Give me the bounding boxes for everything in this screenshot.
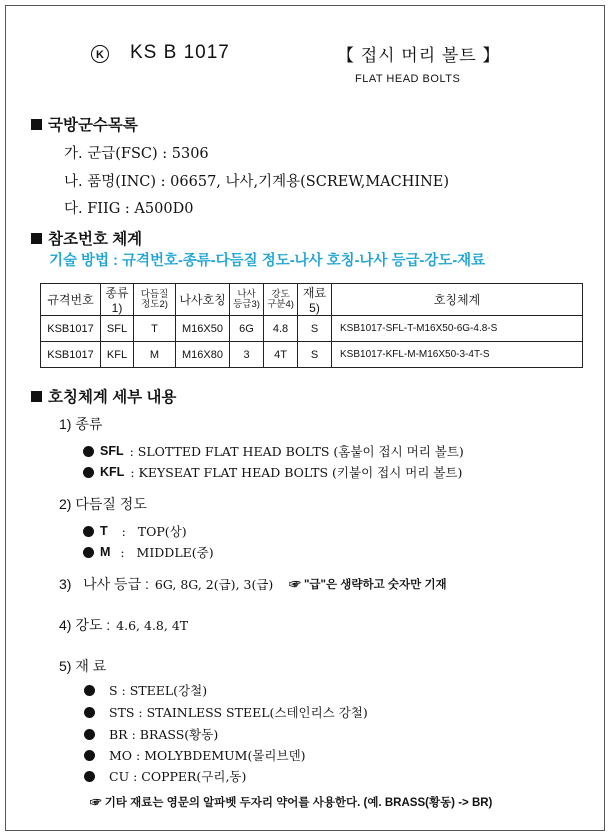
table-cell: KFL <box>101 342 134 368</box>
table-cell: 4T <box>264 342 298 368</box>
header-cell: 강도 구분4) <box>264 284 298 316</box>
bullet-icon <box>83 526 94 537</box>
header-cell: 다듬질 정도2) <box>134 284 176 316</box>
material-subtitle: 5) 재 료 <box>59 658 107 674</box>
table-row <box>41 342 583 368</box>
table-cell: M16X50 <box>176 316 230 342</box>
reference-table <box>40 283 583 368</box>
bullet-icon <box>84 729 95 740</box>
bullet-icon <box>83 547 94 558</box>
bullet-icon <box>84 771 95 782</box>
document-header <box>0 0 613 100</box>
finish-item <box>83 543 214 561</box>
section-catalog-heading <box>31 113 138 135</box>
bullet-icon <box>84 750 95 761</box>
catalog-line-fsc: 가. 군급(FSC) : 5306 <box>64 146 209 162</box>
table-row <box>41 316 583 342</box>
grade-values: 6G, 8G, 2(급), 3(급) <box>154 577 274 592</box>
finish-text: : MIDDLE(중) <box>120 545 214 560</box>
material-note: ☞ 기타 재료는 영문의 알파벳 두자리 약어를 사용한다. (예. BRASS(황동) -> BR) <box>90 797 493 809</box>
square-bullet-icon <box>31 119 42 130</box>
section-detail-heading <box>31 385 176 407</box>
kind-subtitle: 1) 종류 <box>59 416 103 432</box>
kind-text: : SLOTTED FLAT HEAD BOLTS (홈붙이 접시 머리 볼트) <box>129 444 464 459</box>
grade-note: ☞ "급"은 생략하고 숫자만 기재 <box>289 579 447 591</box>
english-title: FLAT HEAD BOLTS <box>355 73 461 85</box>
strength-values: 4.6, 4.8, 4T <box>116 617 189 633</box>
material-item <box>84 767 246 785</box>
kind-item <box>83 463 462 481</box>
table-cell: M16X80 <box>176 342 230 368</box>
finish-text: : TOP(상) <box>121 524 187 539</box>
header-cell: 나사 등급3) <box>230 284 264 316</box>
kind-text: : KEYSEAT FLAT HEAD BOLTS (키붙이 접시 머리 볼트) <box>130 465 463 480</box>
finish-code: M <box>100 545 111 559</box>
table-cell: 6G <box>230 316 264 342</box>
bullet-icon <box>84 685 95 696</box>
section-title: 국방군수목록 <box>48 117 138 134</box>
section-reference-heading <box>31 227 142 249</box>
material-text: CU : COPPER(구리,동) <box>109 769 247 784</box>
header-cell: 호칭체계 <box>332 284 583 316</box>
table-cell: KSB1017 <box>41 316 101 342</box>
material-item <box>84 746 306 764</box>
material-text: STS : STAINLESS STEEL(스테인리스 강철) <box>109 705 368 720</box>
kind-code: SFL <box>100 444 124 458</box>
table-cell: S <box>298 316 332 342</box>
finish-item <box>83 522 187 540</box>
table-cell: 3 <box>230 342 264 368</box>
finish-code: T <box>100 524 108 538</box>
grade-title: 3) 나사 등급 : <box>59 576 149 592</box>
strength-line <box>59 615 188 635</box>
table-cell: M <box>134 342 176 368</box>
material-item <box>84 703 368 721</box>
section-title: 참조번호 체계 <box>48 231 143 248</box>
ks-mark-icon: K <box>91 45 109 63</box>
bullet-icon <box>83 446 94 457</box>
table-cell: KSB1017-KFL-M-M16X50-3-4T-S <box>332 342 583 368</box>
grade-line <box>59 574 447 594</box>
method-description: 기술 방법 : 규격번호-종류-다듬질 정도-나사 호칭-나사 등급-강도-재료 <box>49 253 486 269</box>
ks-code: KS B 1017 <box>130 42 230 63</box>
table-cell: 4.8 <box>264 316 298 342</box>
table-cell: KSB1017 <box>41 342 101 368</box>
kind-code: KFL <box>100 465 125 479</box>
header-cell: 나사호칭 <box>176 284 230 316</box>
finish-subtitle: 2) 다듬질 정도 <box>59 496 147 512</box>
strength-title: 4) 강도 : <box>59 617 111 633</box>
material-item <box>84 681 207 699</box>
table-cell: S <box>298 342 332 368</box>
header-cell: 재료5) <box>298 284 332 316</box>
material-text: MO : MOLYBDEMUM(몰리브덴) <box>109 748 306 763</box>
table-cell: SFL <box>101 316 134 342</box>
bullet-icon <box>83 467 94 478</box>
square-bullet-icon <box>31 391 42 402</box>
material-text: BR : BRASS(황동) <box>109 727 219 742</box>
header-cell: 종류1) <box>101 284 134 316</box>
material-text: S : STEEL(강철) <box>109 683 208 698</box>
bullet-icon <box>84 707 95 718</box>
kind-item <box>83 442 464 460</box>
table-header-row <box>41 284 583 316</box>
material-item <box>84 725 218 743</box>
catalog-line-inc: 나. 품명(INC) : 06657, 나사,기계용(SCREW,MACHINE) <box>64 174 450 190</box>
catalog-line-fiig: 다. FIIG : A500D0 <box>64 201 194 217</box>
square-bullet-icon <box>31 233 42 244</box>
section-title: 호칭체계 세부 내용 <box>48 389 177 406</box>
table-cell: KSB1017-SFL-T-M16X50-6G-4.8-S <box>332 316 583 342</box>
korean-title: 【 접시 머리 볼트 】 <box>337 46 501 65</box>
header-cell: 규격번호 <box>41 284 101 316</box>
table-cell: T <box>134 316 176 342</box>
